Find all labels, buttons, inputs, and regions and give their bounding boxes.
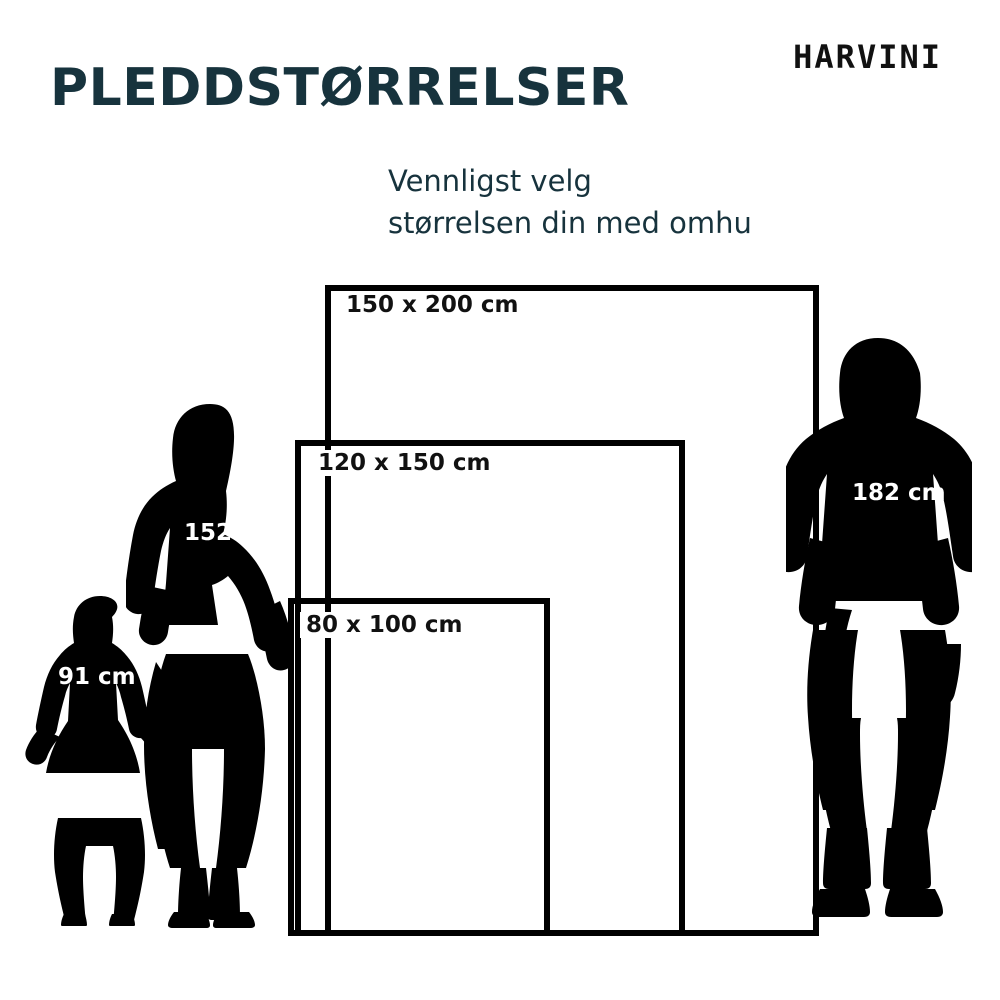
man-silhouette — [786, 338, 972, 936]
page-title: PLEDDSTØRRELSER — [50, 58, 630, 118]
size-label-150x200: 150 x 200 cm — [340, 292, 524, 318]
size-label-120x150: 120 x 150 cm — [312, 450, 496, 476]
woman-height-label: 152 cm — [184, 520, 278, 546]
subtitle-line-1: Vennligst velg — [388, 164, 592, 198]
size-label-80x100: 80 x 100 cm — [300, 612, 468, 638]
brand-logo: HARVINI — [793, 38, 942, 76]
subtitle-line-2: størrelsen din med omhu — [388, 206, 752, 241]
child-height-label: 91 cm — [58, 664, 136, 690]
size-rect-80x100 — [288, 598, 550, 936]
subtitle — [388, 160, 752, 244]
man-height-label: 182 cm — [852, 480, 946, 506]
woman-silhouette — [126, 404, 290, 928]
